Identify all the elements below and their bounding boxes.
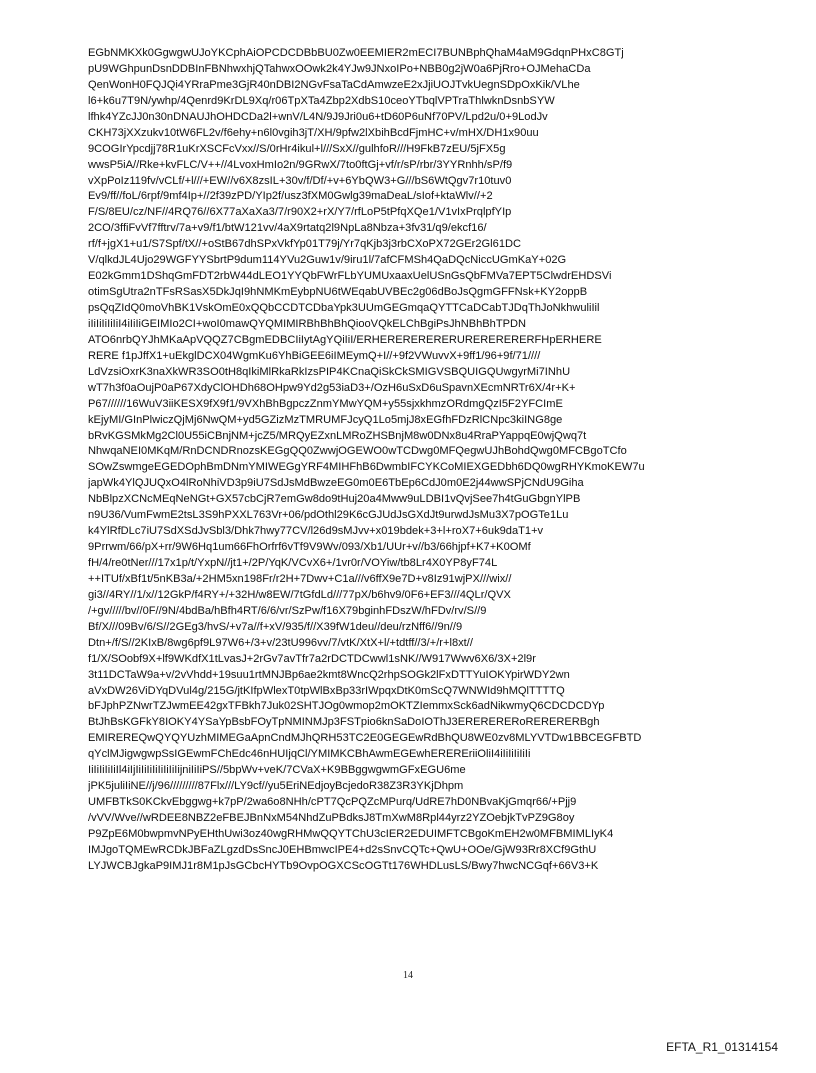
text-line: aVxDW26ViDYqDVul4g/215G/jtKIfpWlexT0tpWlBxBp33rIWpqxDtK0mScQ7WNWId9hMQlTTTTQ bbox=[88, 684, 565, 697]
text-line: SOwZswmgeEGEDOphBmDNmYMIWEGgYRF4MIHFhB6DwmbIFCYKCoMIEXGEDbh6DQ0wgRHYKmoKEW7u bbox=[88, 461, 645, 474]
text-line: EMIREREQwQYQYUzhMIMEGaApnCndMJhQRH53TC2E0GEGEwRdBhQU8WE0zv8MLYVTDw1BBCEGFBTD bbox=[88, 732, 642, 745]
text-line: bRvKGSMkMg2Cl0U55iCBnjNM+jcZ5/MRQyEZxnLMRoZHSBnjM8w0DNx8u4RraPYappqE0wjQwq7t bbox=[88, 429, 587, 442]
text-line: iIiIiIiIiIiI4iIiIiGEIMIo2CI+woI0mawQYQMIMIRBhBhBhQiooVQkELChBgiPsJhNBhBhTPDN bbox=[88, 317, 527, 330]
text-line: LYJWCBJgkaP9IMJ1r8M1pJsGCbcHYTb9OvpOGXCScOGTt176WHDLusLS/Bwy7hwcNCGqf+66V3+K bbox=[88, 859, 599, 872]
text-line: /+gv/////bv//0F//9N/4bdBa/hBfh4RT/6/6/vr/SzPw/f16X79bginhFDszW/hFDv/rv/S//9 bbox=[88, 604, 487, 617]
text-line: ATO6nrbQYJhMKaApVQQZ7CBgmEDBCIiIytAgYQiIiI/ERHERERERERERURERERERERFHpERHERE bbox=[88, 333, 602, 346]
text-line: BtJhBsKGFkY8IOKY4YSaYpBsbFOyTpNMINMJp3FSTpio6knSaDoIOThJ3ERERERERoRERERERBgh bbox=[88, 716, 600, 729]
text-line: RERE f1pJffX1+uEkglDCX04WgmKu6YhBiGEE6iIMEymQ+I//+9f2VWuvvX+9ff1/96+9f/71//// bbox=[88, 349, 541, 362]
text-line: l6+k6u7T9N/ywhp/4Qenrd9KrDL9Xq/r06TpXTa4Zbp2XdbS10ceoYTbqlVPTraThlwknDsnbSYW bbox=[88, 94, 555, 107]
text-line: P9ZpE6M0bwpmvNPyEHthUwi3oz40wgRHMwQQYTChU3cIER2EDUIMFTCBgoKmEH2w0MFBMIMLIyK4 bbox=[88, 827, 614, 840]
text-line: qYclMJigwgwpSsIGEwmFChEdc46nHUIjqCl/YMIMKCBhAwmEGEwhEREREriiOliI4iIiIiIiIiIi bbox=[88, 748, 531, 761]
text-line: E02kGmm1DShqGmFDT2rbW44dLEO1YYQbFWrFLbYUMUxaaxUelUSnGsQbFMVa7EPT5ClwdrEHDSVi bbox=[88, 270, 612, 283]
text-line: kEjyMI/GInPlwiczQjMj6NwQM+yd5GZizMzTMRUMFJcyQ1Lo5mjJ8xEGfhFDzRlCNpc3kiING8ge bbox=[88, 413, 563, 426]
text-line: IMJgoTQMEwRCDkJBFaZLgzdDsSncJ0EHBmwcIPE4+d2sSnvCQTc+QwU+OOe/GjW93Rr8XCf9GthU bbox=[88, 843, 597, 856]
encoded-text-block bbox=[88, 46, 748, 875]
text-line: QenWonH0FQJQi4YRraPme3GjR40nDBI2NGvFsaTaCdAmwzeE2xJjiUOJTvkUegnSDpOxKik/VLhe bbox=[88, 78, 580, 91]
text-line: fH/4/re0tNer///17x1p/t/YxpN//jt1+/2P/YqK/VCvX6+/1vr0r/VOYiw/tb8Lr4X0YP8yF74L bbox=[88, 557, 498, 569]
text-line: bFJphPZNwrTZJwmEE42gxTFBkh7Juk02SHTJOg0wmop2mOKTZIemmxSck6adNikwmyQ6CDCDCDYp bbox=[88, 700, 605, 713]
text-line: P67//////16WuV3iiKESX9fX9f1/9VXhBhBgpczZnmYMwYQM+y55sjxkhmzORdmgQzI5F2YFCImE bbox=[88, 397, 563, 410]
text-line: japWk4YlQJUQxO4lRoNhiVD3p9iU7SdJsMdBwzeEG0m0E6TbEp6CdJ0m0E2j44wwSPjCNdU9Giha bbox=[88, 477, 584, 490]
text-line: wT7h3f0aOujP0aP67XdyClOHDh68OHpw9Yd2g53iaD3+/OzH6uSxD6uSpavnXEcmNRTr6X/4r+K+ bbox=[88, 381, 576, 394]
text-line: rf/f+jgX1+u1/S7Spf/tX//+oStB67dhSPxVkfYp01T79j/Yr7qKjb3j3rbCXoPX72GEr2Gl61DC bbox=[88, 238, 522, 251]
text-line: Dtn+/f/S//2KIxB/8wg6pf9L97W6+/3+v/23tU996vv/7/vtK/XtX+l/+tdtff//3/+/r+l8xt// bbox=[88, 636, 473, 649]
text-line: gi3//4RY//1/x//12GkP/f4RY+/+32H/w8EW/7tGfdLd///77pX/b6hv9/0F6+EF3///4QLr/QVX bbox=[88, 588, 511, 601]
text-line: 2CO/3ffiFvVf7fftrv/7a+v9/f1/btW121vv/4aX9rtatq2l9NpLa8Nbza+3fv31/q9/ekcf16/ bbox=[88, 222, 487, 235]
text-line: IiIiIiIiIiIl4iIjIiIiIiIiIiIiIiIijniIiIiPS//5bpWv+veK/7CVaX+K9BBggwgwmGFxEGU6me bbox=[88, 764, 466, 777]
text-line: Bf/X///09Bv/6/S//2GEg3/hvS/+v7a//f+xV/935/f//X39fW1deu//deu/rzNff6//9n//9 bbox=[88, 620, 463, 633]
text-line: n9U36/VumFwmE2tsL3S9hPXXL763Vr+06/pdOthl29K6cGJUdJsGXdJt9urwdJsMu3X7pOGTe1Lu bbox=[88, 509, 569, 522]
text-line: lfhk4YZcJJ0n30nDNAUJhOHDCDa2l+wnV/L4N/9J9Jri0u6+tD60P6uNf70PV/Lpd2u/0+9LodJv bbox=[88, 110, 548, 123]
text-line: UMFBTkS0KCkvEbggwg+k7pP/2wa6o8NHh/cPT7QcPQZcMPurq/UdRE7hD0NBvaKjGmqr66/+Pjj9 bbox=[88, 796, 577, 809]
text-line: /vVV/Wve//wRDEE8NBZ2eFBEJBnNxM54NhdZuPBdksJ8TmXwM8Rpl44yrz2YZOebjkTvPZ9G8oy bbox=[88, 812, 575, 824]
document-id: EFTA_R1_01314154 bbox=[666, 1040, 778, 1054]
text-line: Ev9/ff//foL/6rpf/9mf4Ip+//2f39zPD/YIp2f/usz3fXM0Gwlg39maDeaL/sIof+ktaWlv//+2 bbox=[88, 190, 493, 203]
text-line: vXpPoIz119fv/vCLf/+l///+EW//v6X8zsIL+30v/f/Df/+v+6YbQW3+G///bS6WtQgv7r10tuv0 bbox=[88, 174, 512, 187]
text-line: wwsP5iA//Rke+kvFLC/V++//4LvoxHmIo2n/9GRwX/7to0ftGj+vf/r/sP/rbr/3YYRnhh/sP/f9 bbox=[88, 158, 513, 171]
text-line: LdVzsiOxrK3naXkWR3SO0tH8qIkiMlRkaRkIzsPIP4KCnaQiSkCkSMIGVSBQUIGQUwgyrMi7INhU bbox=[88, 365, 571, 378]
text-line: otimSgUtra2nTFsRSasX5DkJqI9hNMKmEybpNU6tWEqabUVBEc2g06dBoJsQgmGFFNsk+KY2oppB bbox=[88, 286, 588, 299]
text-line: F/S/8EU/cz/NF//4RQ76//6X77aXaXa3/7/r90X2+rX/Y7/rfLoP5tPfqXQe1/V1vIxPrqlpfYIp bbox=[88, 206, 512, 219]
text-line: ++ITUf/xBf1t/5nKB3a/+2HM5xn198Fr/r2H+7Dwv+C1a///v6ffX9e7D+v8Iz91wjPX///wix// bbox=[88, 572, 512, 585]
page-number: 14 bbox=[403, 970, 413, 981]
text-line: CKH73jXXzukv10tW6FL2v/f6ehy+n6l0vgih3jT/XH/9pfw2lXbihBcdFjmHC+v/mHX/DH1x90uu bbox=[88, 126, 539, 139]
text-line: k4YlRfDLc7iU7SdXSdJvSbl3/Dhk7hwy77CV/l26d9sMJvv+x019bdek+3+l+roX7+6uk9daT1+v bbox=[88, 525, 544, 538]
text-line: NbBlpzXCNcMEqNeNGt+GX57cbCjR7emGw8do9tHuj20a4Mww9uLDBI1vQvjSee7h4tGuGbgnYlPB bbox=[88, 493, 581, 506]
text-line: 9COGIrYpcdjj78R1uKrXSCFcVxx//S/0rHr4ikul+l///SxX//gulhfoR///H9FkB7zEU/5jFX5g bbox=[88, 142, 506, 155]
text-line: NhwqaNEI0MKqM/RnDCNDRnozsKEGgQQ0ZwwjOGEWO0wTCDwg0MFQegwUJhBohdQwg0MFCBgoTCfo bbox=[88, 445, 627, 458]
text-line: EGbNMKXk0GgwgwUJoYKCphAiOPCDCDBbBU0Zw0EEMIER2mECI7BUNBphQhaM4aM9GdqnPHxC8GTj bbox=[88, 47, 624, 59]
text-line: 3t11DCTaW9a+v/2vVhdd+19suu1rtMNJBp6ae2kmt8WncQ2rhpSOGk2lFxDTTYuIOKYpirWDY2wn bbox=[88, 668, 570, 681]
text-line: jPK5juliIiNE//j/96/////////87Flx///LY9cf//yu5EriNEdjoyBcjedoR38Z3R3YKjDhpm bbox=[88, 780, 464, 793]
text-line: V/qlkdJL4Ujo29WGFYYSbrtP9dum114YVu2Guw1v/9iru1l/7afCFMSh4QaDQcNiccUGmKaY+02G bbox=[88, 254, 567, 267]
text-line: psQqZIdQ0moVhBK1VskOmE0xQQbCCDTCDbaYpk3UUmGEGmqaQYTTCaDCabTJDqThJoNkhwuliIil bbox=[88, 302, 600, 314]
text-line: 9Prrwm/66/pX+rr/9W6Hq1um66FhOrfrf6vTf9V9Wv/093/Xb1/UUr+v//b3/66hjpf+K7+K0OMf bbox=[88, 541, 531, 554]
text-line: pU9WGhpunDsnDDBInFBNhwxhjQTahwxOOwk2k4YJw9JNxoIPo+NBB0g2jW0a6PjRro+OJMehaCDa bbox=[88, 62, 591, 75]
text-line: f1/X/SOobf9X+lf9WKdfX1tLvasJ+2rGv7avTfr7a2rDCTDCwwl1sNK//W917Wwv6X6/3X+2l9r bbox=[88, 652, 536, 665]
